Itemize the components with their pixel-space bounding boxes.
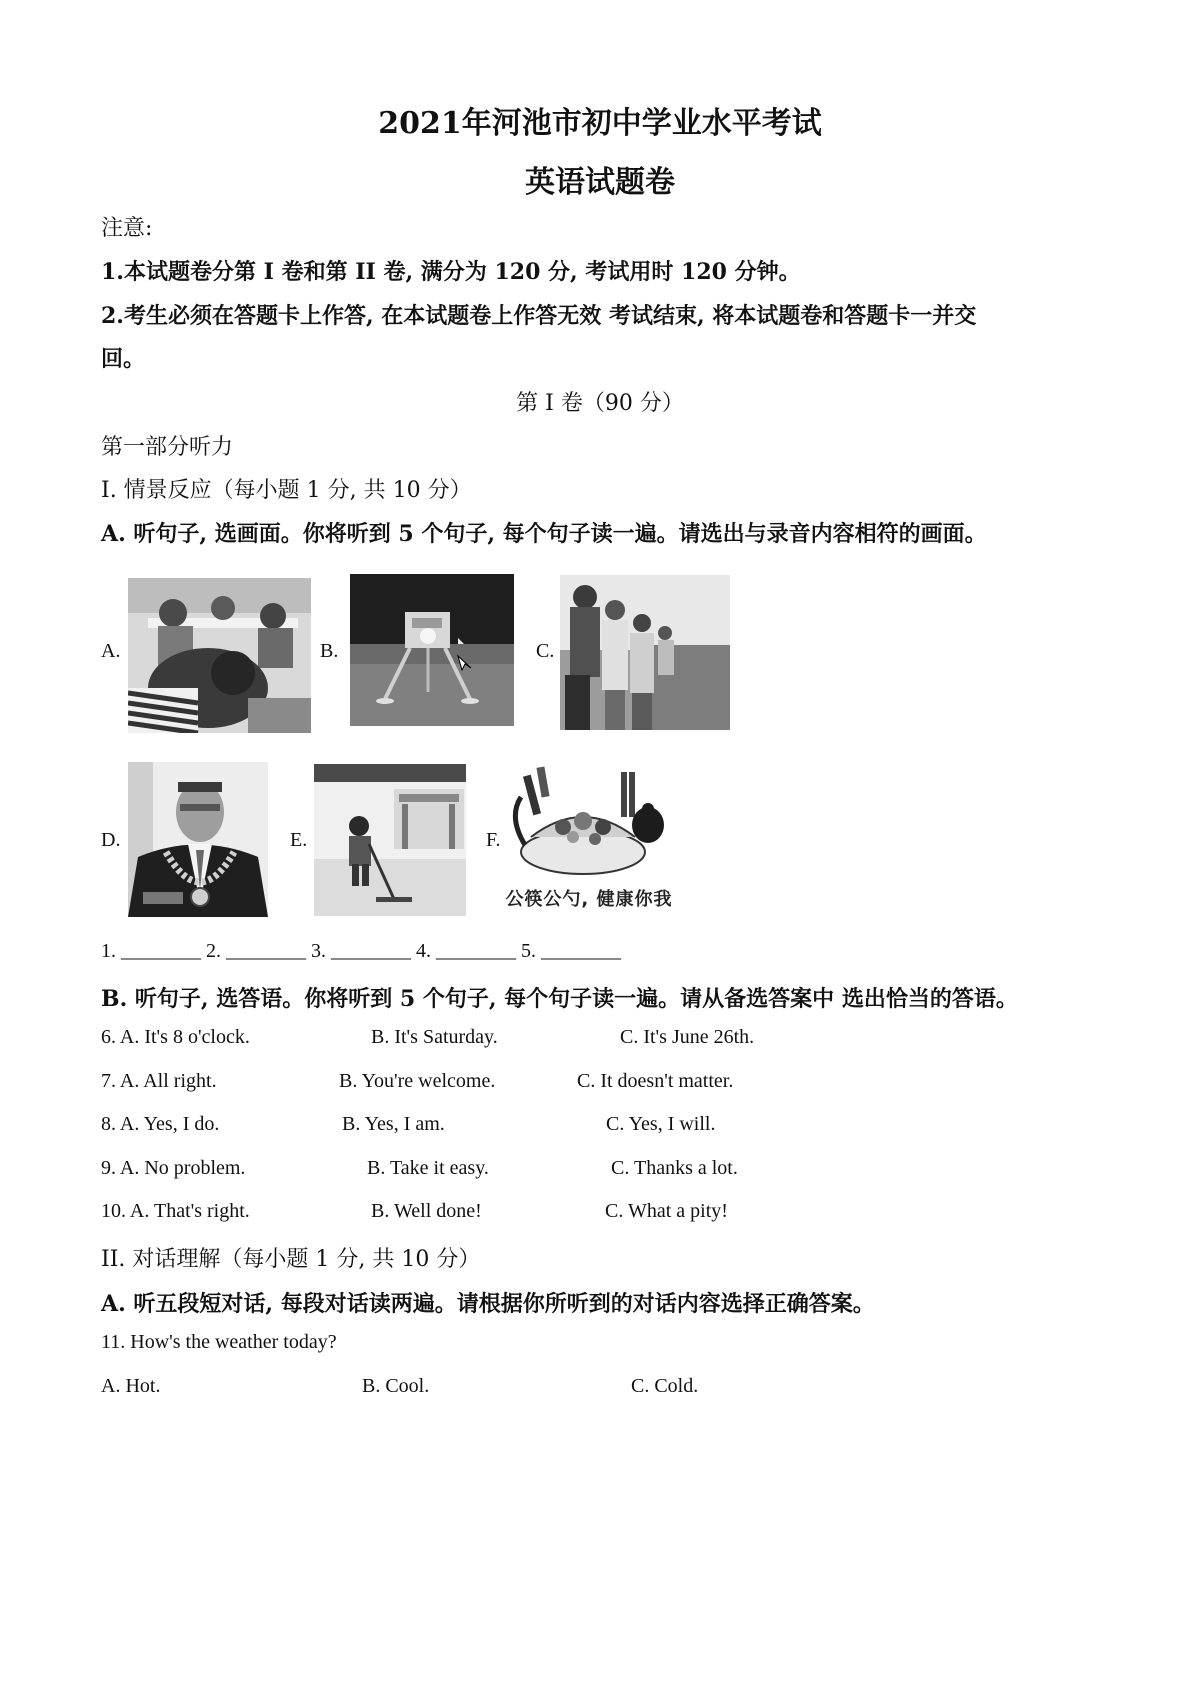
part-1-title: 第一部分听力: [101, 435, 234, 460]
q10-option-b: B. Well done!: [371, 1200, 482, 1222]
q7-option-a: 7. A. All right.: [101, 1070, 217, 1092]
notice-item-1: 1.本试题卷分第 I 卷和第 II 卷, 满分为 120 分, 考试用时 120 分钟。: [101, 259, 801, 285]
exam-subtitle: 英语试题卷: [525, 165, 675, 200]
picture-f-label: F.: [486, 829, 501, 851]
section-2a-instruction: A. 听五段短对话, 每段对话读两遍。请根据你所听到的对话内容选择正确答案。: [101, 1291, 875, 1317]
q8-option-b: B. Yes, I am.: [342, 1113, 445, 1135]
q9-option-a: 9. A. No problem.: [101, 1157, 246, 1179]
q8-option-a: 8. A. Yes, I do.: [101, 1113, 220, 1135]
lunar-lander-photo: [350, 574, 514, 726]
q6-option-c: C. It's June 26th.: [620, 1026, 755, 1048]
q8-option-c: C. Yes, I will.: [606, 1113, 716, 1135]
girl-mopping-photo: [314, 764, 466, 916]
students-at-desks-photo: [128, 578, 311, 733]
answer-blanks-line: 1. ________ 2. ________ 3. ________ 4. ________ 5. ________: [101, 940, 621, 962]
notice-item-2-line-1: 2.考生必须在答题卡上作答, 在本试题卷上作答无效 考试结束, 将本试题卷和答题卡一并交: [101, 303, 977, 329]
q6-option-a: 6. A. It's 8 o'clock.: [101, 1026, 250, 1048]
picture-e-label: E.: [290, 829, 308, 851]
section-1a-instruction: A. 听句子, 选画面。你将听到 5 个句子, 每个句子读一遍。请选出与录音内容相符的画面。: [101, 521, 987, 547]
picture-d-label: D.: [101, 829, 121, 851]
q6-option-b: B. It's Saturday.: [371, 1026, 498, 1048]
food-safety-poster: [503, 757, 675, 922]
people-in-field-photo: [560, 575, 730, 730]
man-with-medal-photo: [128, 762, 268, 917]
picture-a-label: A.: [101, 640, 121, 662]
q11-option-c: C. Cold.: [631, 1375, 699, 1397]
q7-option-c: C. It doesn't matter.: [577, 1070, 734, 1092]
q11-question: 11. How's the weather today?: [101, 1331, 337, 1353]
q10-option-c: C. What a pity!: [605, 1200, 728, 1222]
q11-option-b: B. Cool.: [362, 1375, 430, 1397]
exam-title: 2021年河池市初中学业水平考试: [378, 106, 822, 141]
q9-option-c: C. Thanks a lot.: [611, 1157, 738, 1179]
q7-option-b: B. You're welcome.: [339, 1070, 496, 1092]
volume-1-title: 第 I 卷（90 分）: [516, 391, 684, 416]
section-1b-instruction: B. 听句子, 选答语。你将听到 5 个句子, 每个句子读一遍。请从备选答案中 选出恰当的答语。: [101, 986, 1018, 1012]
q9-option-b: B. Take it easy.: [367, 1157, 489, 1179]
section-2-title: II. 对话理解（每小题 1 分, 共 10 分）: [101, 1247, 481, 1272]
notice-heading: 注意:: [101, 216, 153, 241]
q10-option-a: 10. A. That's right.: [101, 1200, 250, 1222]
notice-item-2-line-2: 回。: [101, 346, 146, 372]
picture-c-label: C.: [536, 640, 555, 662]
picture-b-label: B.: [320, 640, 339, 662]
section-1-title: I. 情景反应（每小题 1 分, 共 10 分）: [101, 478, 472, 503]
poster-caption: 公筷公勺, 健康你我: [505, 889, 673, 910]
q11-option-a: A. Hot.: [101, 1375, 161, 1397]
